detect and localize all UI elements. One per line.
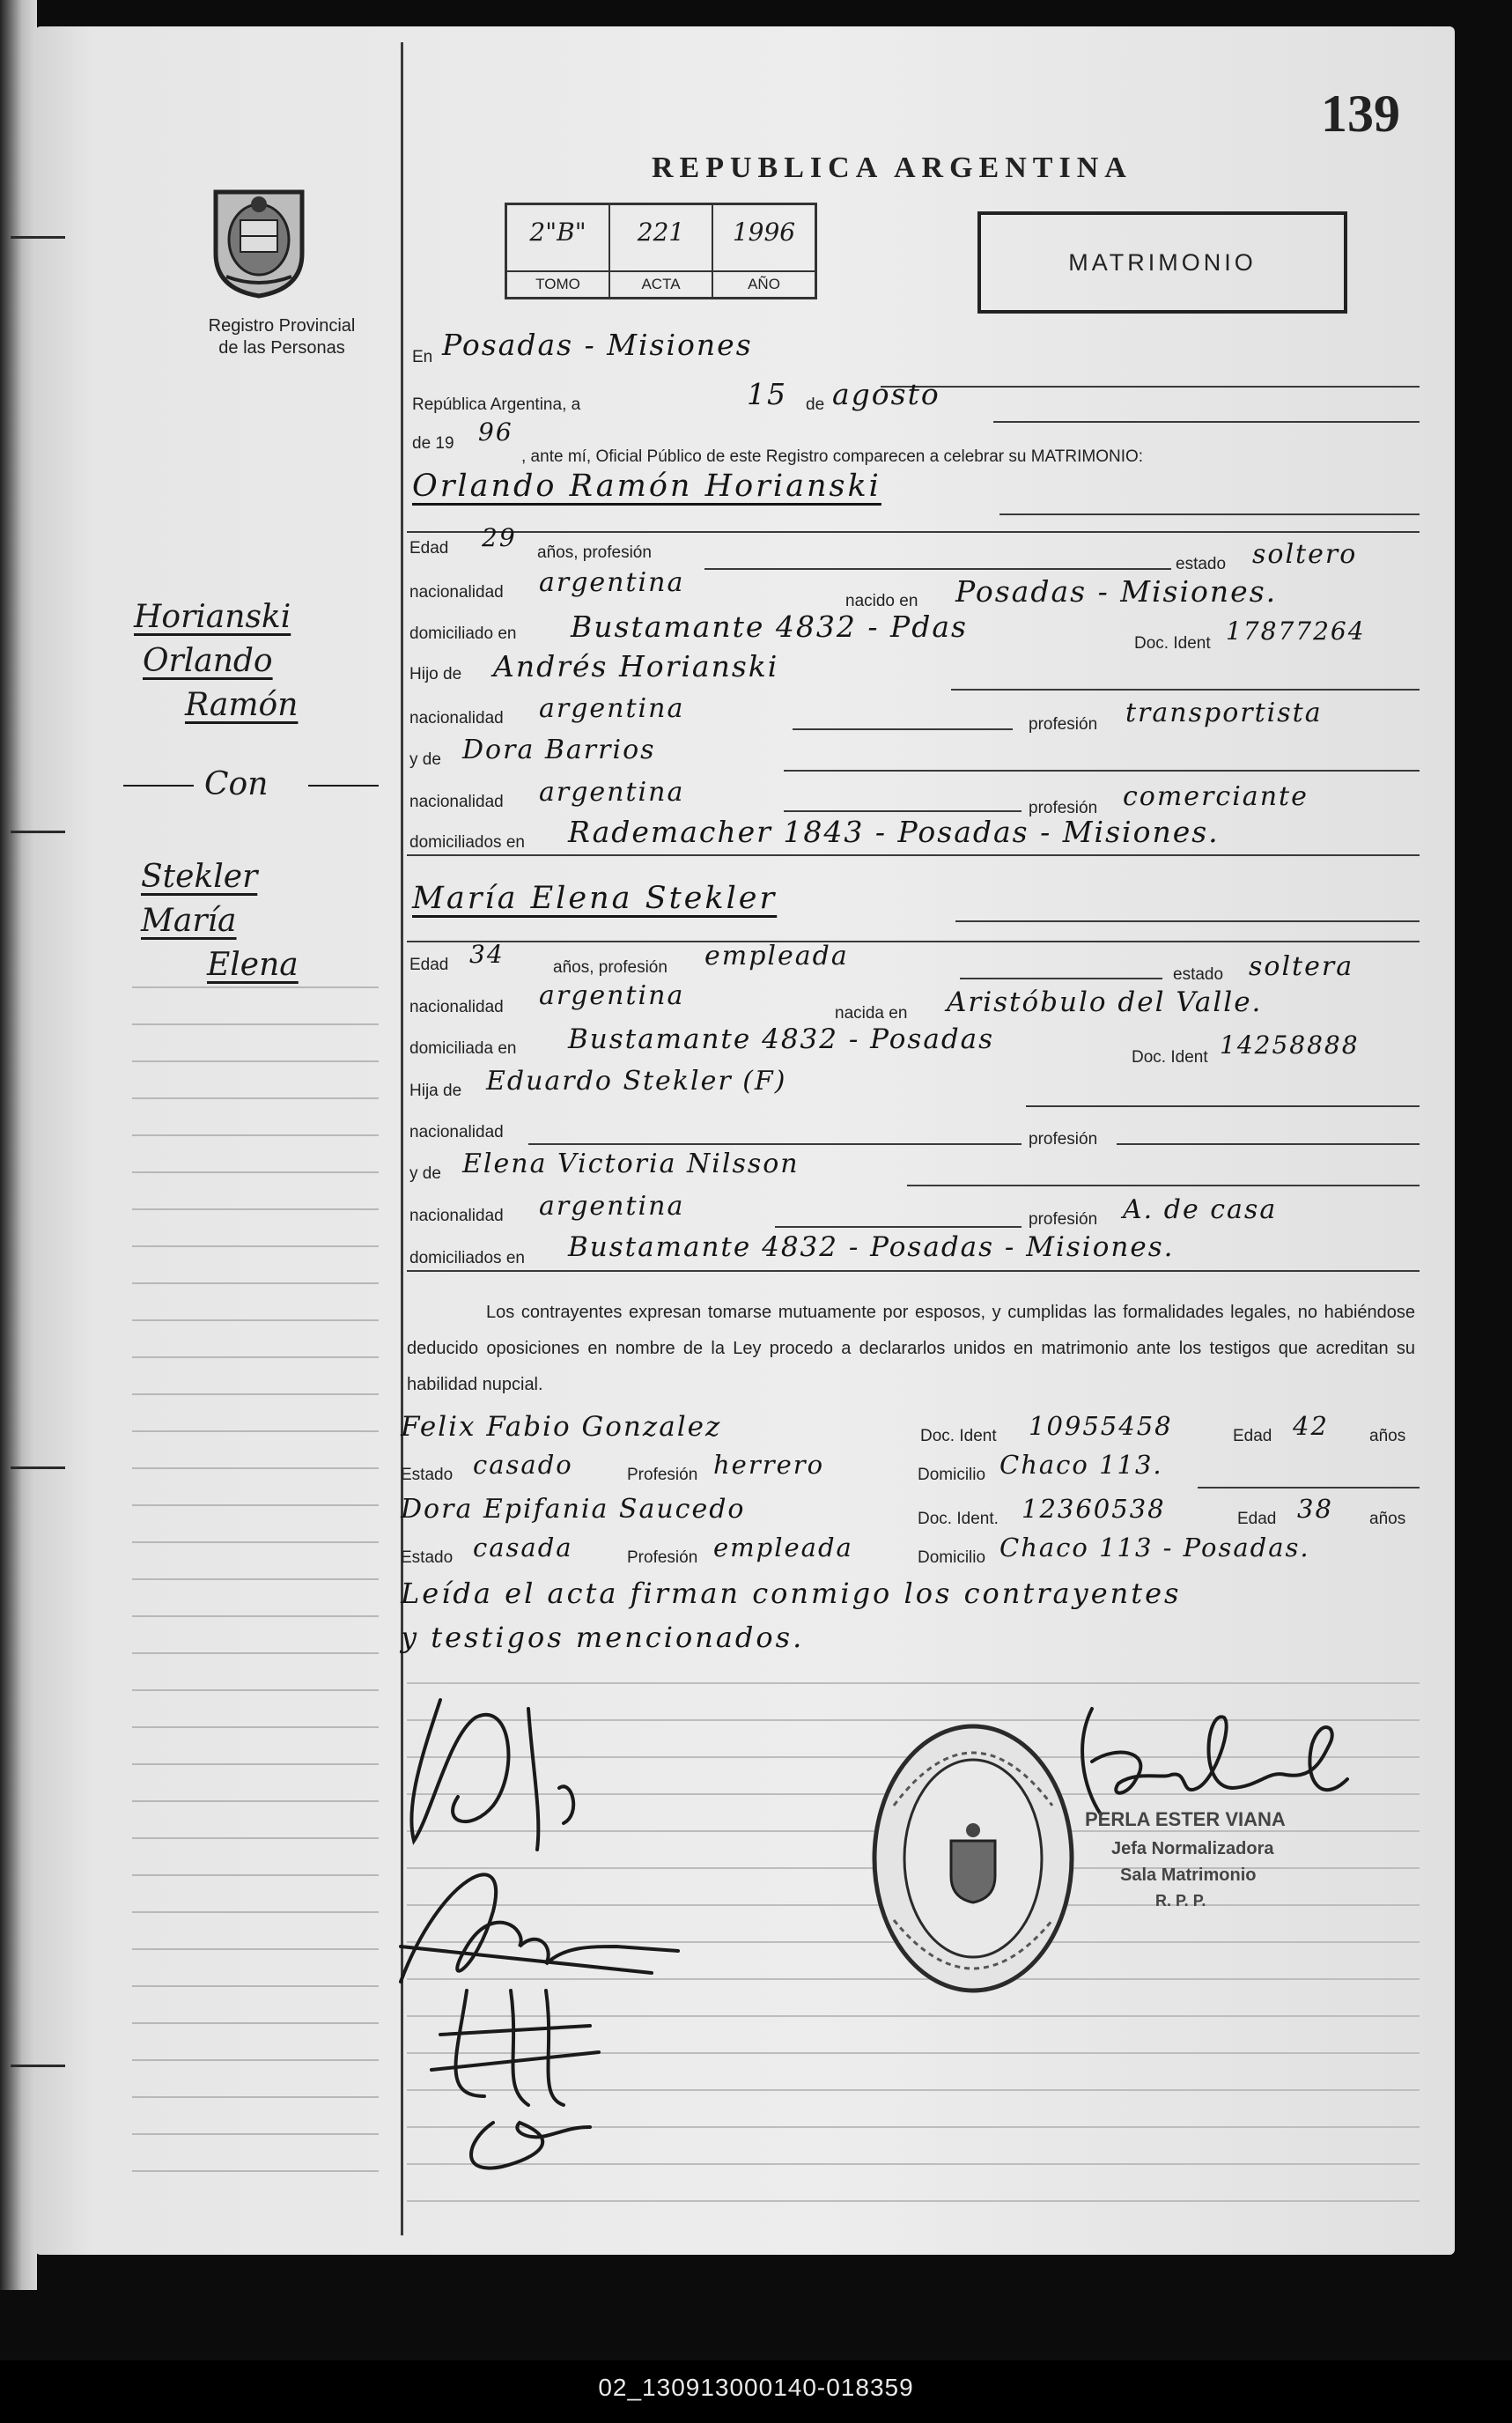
witness1-doc-label: Doc. Ident [920,1427,997,1445]
witness2-profession: empleada [713,1533,853,1562]
fill-line [1117,1143,1420,1145]
bride-dom-label: domiciliada en [409,1039,517,1058]
margin-note-line: Con [204,766,269,802]
fill-line [407,1270,1420,1272]
fill-line [407,941,1420,942]
margin-ruled-line [132,1504,379,1506]
margin-note-line: Stekler [141,859,258,895]
official-name: PERLA ESTER VIANA [1085,1808,1286,1830]
place: Posadas - Misiones [442,328,753,362]
groom-address: Bustamante 4832 - Pdas [571,609,968,644]
groom-anos-label: años, profesión [537,543,652,562]
signatures-icon [387,1682,757,2176]
groom-father-profession: transportista [1125,698,1323,728]
day: 15 [747,377,787,411]
fill-line [775,1226,1022,1228]
margin-ruled-line [132,1948,379,1950]
groom-nac-label: nacionalidad [409,583,504,602]
margin-ruled-line [132,1282,379,1284]
bride-mother-nac-label: nacionalidad [409,1207,504,1225]
tomo-value: 2"B" [529,218,586,247]
tomo-cell [507,205,610,297]
ano-value: 1996 [732,218,796,247]
margin-note-line: Horianski [134,599,291,635]
groom-doc: 17877264 [1226,617,1366,646]
margin-ruled-line [132,1726,379,1728]
margin-ruled-line [132,1800,379,1802]
fill-line [993,421,1420,423]
year-suffix: 96 [478,417,513,447]
bride-parents-dom-label: domiciliados en [409,1249,525,1267]
margin-ruled-line [132,1097,379,1099]
margin-ruled-line [132,1911,379,1913]
witness1-anos-label: años [1369,1427,1406,1445]
bride-mother-profession: A. de casa [1123,1194,1278,1225]
bride-civil-state: soltera [1249,951,1354,982]
groom-mother-label: y de [409,750,441,769]
bride-parents-address: Bustamante 4832 - Posadas - Misiones. [568,1231,1175,1263]
official-abbr: R. P. P. [1155,1892,1206,1910]
bride-edad-label: Edad [409,956,449,974]
witness1-edad-label: Edad [1233,1427,1272,1445]
binding-tick [11,236,65,239]
bride-father-prof-label: profesión [1029,1130,1098,1149]
witness2-estado-label: Estado [401,1548,454,1567]
bride-age: 34 [469,940,505,969]
en-label: En [412,348,433,366]
official-signature-icon [1057,1691,1374,1894]
bride-nationality: argentina [539,980,685,1011]
bride-birthplace: Aristóbulo del Valle. [947,986,1263,1018]
bride-father: Eduardo Stekler (F) [486,1066,787,1097]
bride-profession: empleada [704,941,849,971]
groom-mother-nationality: argentina [539,777,685,808]
witness1-name: Felix Fabio Gonzalez [401,1411,722,1443]
witness2-anos-label: años [1369,1510,1406,1528]
witness2-age: 38 [1297,1494,1333,1524]
registry-line-1: Registro Provincial [208,316,356,336]
witness2-address: Chaco 113 - Posadas. [999,1533,1310,1562]
margin-ruled-line [132,1763,379,1765]
witness1-prof-label: Profesión [627,1466,698,1484]
margin-ruled-line [132,2022,379,2024]
bride-father-nac-label: nacionalidad [409,1123,504,1141]
witness1-address: Chaco 113. [999,1450,1163,1480]
witness2-doc: 12360538 [1022,1494,1166,1524]
official-section: Sala Matrimonio [1120,1865,1257,1885]
groom-parents-address: Rademacher 1843 - Posadas - Misiones. [568,815,1220,849]
groom-father-nac-label: nacionalidad [409,709,504,728]
bride-nacida-label: nacida en [835,1004,908,1023]
witness2-edad-label: Edad [1237,1510,1277,1528]
margin-ruled-line [132,2059,379,2061]
bride-name: María Elena Stekler [412,881,778,916]
fill-line [793,728,1013,730]
margin-ruled-line [132,1208,379,1210]
fill-line [407,854,1420,856]
official-stamp-icon [867,1718,1079,1999]
margin-ruled-line [132,2133,379,2135]
margin-ruled-line [132,1134,379,1136]
margin-ruled-line [132,1245,379,1247]
groom-doc-label: Doc. Ident [1134,634,1211,653]
official-title: Jefa Normalizadora [1111,1839,1274,1858]
margin-note-line: Ramón [185,687,299,723]
margin-ruled-line [132,986,379,988]
groom-father-label: Hijo de [409,665,462,683]
month: agosto [832,377,940,411]
fill-line [528,1143,1022,1145]
ano-cell [713,205,815,297]
fill-line [951,689,1420,691]
witness2-prof-label: Profesión [627,1548,698,1567]
groom-father: Andrés Horianski [493,649,779,683]
margin-ruled-line [132,1023,379,1025]
fill-line [784,770,1420,772]
declaration-paragraph: Los contrayentes expresan tomarse mutuamente por esposos, y cumplidas las formalidades legales, no habiéndose deducido oposiciones en nombre de la Ley procedo a declararlos unidos en matrimonio ante los testigos que acreditan su habilidad nupcial. [407,1303,1415,1394]
margin-ruled-line [132,1171,379,1173]
act-type-box: MATRIMONIO [977,211,1347,314]
witness1-profession: herrero [713,1450,825,1480]
witness1-civil-state: casado [473,1450,573,1480]
witness1-age: 42 [1293,1411,1329,1441]
page-number: 139 [1321,85,1400,143]
margin-ruled-line [132,1467,379,1469]
margin-ruled-line [132,1060,379,1062]
margin-ruled-line [132,2096,379,2098]
de-label: de [806,395,825,414]
bride-mother-prof-label: profesión [1029,1210,1098,1229]
bride-doc-label: Doc. Ident [1132,1048,1208,1067]
bride-mother-label: y de [409,1164,441,1183]
scan-identifier: 02_130913000140-018359 [598,2374,914,2401]
registry-line-2: de las Personas [218,338,345,358]
witness2-name: Dora Epifania Saucedo [401,1494,746,1525]
margin-note-line: María [141,903,237,939]
margin-note-line: Orlando [143,643,273,679]
margin-ruled-line [132,1615,379,1617]
margin-ruled-line [132,1430,379,1432]
fill-line [704,568,1171,570]
bride-address: Bustamante 4832 - Posadas [568,1023,995,1055]
margin-ruled-line [132,1578,379,1580]
fill-line [1026,1105,1420,1107]
binding-tick [11,831,65,833]
bride-anos-label: años, profesión [553,958,667,977]
year-prefix: de 19 [412,434,454,453]
fill-line [407,531,1420,533]
margin-note-line: Elena [207,947,299,983]
fill-line [907,1185,1420,1186]
witness2-dom-label: Domicilio [918,1548,986,1567]
groom-civil-state: soltero [1252,539,1358,570]
fill-line [999,513,1420,515]
margin-ruled-line [132,1652,379,1654]
fill-line [955,920,1420,922]
groom-parents-dom-label: domiciliados en [409,833,525,852]
reference-box [505,203,817,299]
groom-nationality: argentina [539,567,685,598]
margin-ruled-line [132,2170,379,2172]
groom-mother-nac-label: nacionalidad [409,793,504,811]
margin-ruled-line [132,1319,379,1321]
bride-father-label: Hija de [409,1082,462,1100]
margin-ruled-line [132,1985,379,1987]
fill-line [784,810,1022,812]
ano-label: AÑO [713,270,815,297]
groom-dom-label: domiciliado en [409,624,517,643]
bride-estado-label: estado [1173,965,1224,984]
witness2-civil-state: casada [473,1533,573,1562]
groom-birthplace: Posadas - Misiones. [955,574,1278,609]
witness1-estado-label: Estado [401,1466,454,1484]
closing-line-1: Leída el acta firman conmigo los contrayentes [401,1577,1182,1610]
groom-estado-label: estado [1176,555,1227,573]
coat-of-arms-seal-icon [207,185,311,299]
margin-dash [308,785,379,787]
groom-name: Orlando Ramón Horianski [412,469,881,504]
bride-nac-label: nacionalidad [409,998,504,1016]
registry-name [141,315,423,359]
acta-value: 221 [637,218,685,247]
acta-label: ACTA [610,270,712,297]
closing-line-2: y testigos mencionados. [401,1621,805,1654]
margin-ruled-line [132,1874,379,1876]
bride-mother: Elena Victoria Nilsson [462,1149,800,1179]
groom-nacido-label: nacido en [845,592,918,610]
republica-label: República Argentina, a [412,395,581,414]
tomo-label: TOMO [507,270,608,297]
groom-mother: Dora Barrios [462,735,656,765]
witness2-doc-label: Doc. Ident. [918,1510,999,1528]
groom-mother-prof-label: profesión [1029,799,1098,817]
groom-father-prof-label: profesión [1029,715,1098,734]
country-title: REPUBLICA ARGENTINA [652,151,1132,184]
binding-tick [11,1466,65,1469]
fill-line [960,978,1162,979]
bride-doc: 14258888 [1220,1031,1360,1060]
book-binding-edge [0,0,37,2290]
groom-father-nationality: argentina [539,693,685,724]
groom-edad-label: Edad [409,539,449,558]
intro-text: , ante mí, Oficial Público de este Registro comparecen a celebrar su MATRIMONIO: [521,447,1144,466]
groom-age: 29 [482,523,517,552]
signature-ruled-line [407,2200,1420,2202]
margin-ruled-line [132,1393,379,1395]
fill-line [1198,1487,1420,1489]
bride-mother-nationality: argentina [539,1191,685,1222]
witness1-doc: 10955458 [1029,1411,1173,1441]
acta-cell [610,205,713,297]
groom-mother-profession: comerciante [1123,781,1309,812]
margin-ruled-line [132,1689,379,1691]
witness1-dom-label: Domicilio [918,1466,986,1484]
margin-ruled-line [132,1356,379,1358]
margin-dash [123,785,194,787]
margin-ruled-line [132,1837,379,1839]
margin-ruled-line [132,1541,379,1543]
fill-line [881,386,1420,388]
binding-tick [11,2065,65,2067]
